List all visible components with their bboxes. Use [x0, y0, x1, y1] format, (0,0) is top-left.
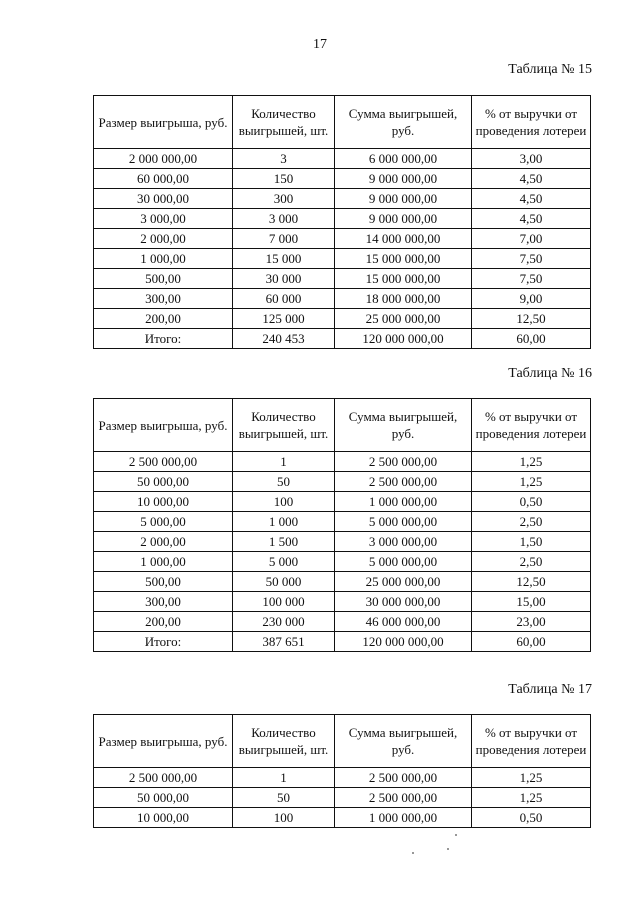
scan-speck — [412, 852, 414, 854]
cell-prize-sum: 46 000 000,00 — [335, 612, 472, 632]
cell-prize-count: 15 000 — [233, 249, 335, 269]
table-caption-15: Таблица № 15 — [508, 62, 592, 77]
cell-prize-count: 150 — [233, 169, 335, 189]
cell-prize-size: 300,00 — [94, 289, 233, 309]
table-row — [94, 512, 591, 532]
cell-revenue-percent: 1,25 — [472, 472, 591, 492]
cell-revenue-percent: 2,50 — [472, 552, 591, 572]
cell-prize-count: 1 000 — [233, 512, 335, 532]
header-revenue-percent: % от выручки от проведения лотереи — [472, 96, 591, 149]
cell-prize-count: 100 — [233, 808, 335, 828]
table-row — [94, 329, 591, 349]
cell-prize-sum: 2 500 000,00 — [335, 788, 472, 808]
cell-prize-sum: 18 000 000,00 — [335, 289, 472, 309]
cell-prize-size: 1 000,00 — [94, 552, 233, 572]
cell-prize-count: 1 — [233, 452, 335, 472]
cell-prize-count: 5 000 — [233, 552, 335, 572]
prize-table-16 — [93, 398, 591, 652]
header-prize-count: Количество выигрышей, шт. — [233, 399, 335, 452]
prize-table-15 — [93, 95, 591, 349]
table-row — [94, 149, 591, 169]
scan-speck — [455, 834, 457, 836]
cell-prize-sum: 5 000 000,00 — [335, 552, 472, 572]
table-row — [94, 452, 591, 472]
cell-revenue-percent: 23,00 — [472, 612, 591, 632]
cell-prize-size: 300,00 — [94, 592, 233, 612]
cell-prize-sum: 9 000 000,00 — [335, 209, 472, 229]
cell-prize-size: 500,00 — [94, 572, 233, 592]
cell-prize-size: 3 000,00 — [94, 209, 233, 229]
header-revenue-percent: % от выручки от проведения лотереи — [472, 715, 591, 768]
table-row — [94, 289, 591, 309]
cell-prize-sum: 25 000 000,00 — [335, 572, 472, 592]
cell-prize-sum: 30 000 000,00 — [335, 592, 472, 612]
header-revenue-percent: % от выручки от проведения лотереи — [472, 399, 591, 452]
table-caption-16: Таблица № 16 — [508, 366, 592, 381]
cell-prize-count: 50 — [233, 788, 335, 808]
cell-revenue-percent: 60,00 — [472, 329, 591, 349]
table-row — [94, 552, 591, 572]
cell-revenue-percent: 4,50 — [472, 209, 591, 229]
table-row — [94, 632, 591, 652]
cell-revenue-percent: 15,00 — [472, 592, 591, 612]
cell-revenue-percent: 1,50 — [472, 532, 591, 552]
table-row — [94, 189, 591, 209]
scan-speck — [447, 848, 449, 850]
cell-prize-size: 1 000,00 — [94, 249, 233, 269]
cell-prize-count: 30 000 — [233, 269, 335, 289]
cell-prize-count: 1 — [233, 768, 335, 788]
table-row — [94, 768, 591, 788]
cell-revenue-percent: 1,25 — [472, 452, 591, 472]
cell-prize-size: 60 000,00 — [94, 169, 233, 189]
cell-revenue-percent: 60,00 — [472, 632, 591, 652]
cell-prize-size: 50 000,00 — [94, 788, 233, 808]
table-caption-17: Таблица № 17 — [508, 682, 592, 697]
cell-prize-sum: 120 000 000,00 — [335, 329, 472, 349]
cell-prize-count: 125 000 — [233, 309, 335, 329]
cell-prize-size: 200,00 — [94, 612, 233, 632]
header-prize-size: Размер выигрыша, руб. — [94, 399, 233, 452]
cell-revenue-percent: 1,25 — [472, 788, 591, 808]
cell-prize-sum: 2 500 000,00 — [335, 768, 472, 788]
page-number: 17 — [313, 37, 327, 52]
cell-prize-size: 10 000,00 — [94, 492, 233, 512]
cell-prize-size: 10 000,00 — [94, 808, 233, 828]
table-row — [94, 612, 591, 632]
cell-prize-sum: 2 500 000,00 — [335, 472, 472, 492]
cell-prize-sum: 1 000 000,00 — [335, 808, 472, 828]
cell-prize-sum: 9 000 000,00 — [335, 169, 472, 189]
table-row — [94, 209, 591, 229]
header-prize-size: Размер выигрыша, руб. — [94, 715, 233, 768]
table-row — [94, 492, 591, 512]
cell-prize-size: Итого: — [94, 632, 233, 652]
header-prize-sum: Сумма выигрышей, руб. — [335, 399, 472, 452]
cell-prize-size: Итого: — [94, 329, 233, 349]
cell-prize-sum: 9 000 000,00 — [335, 189, 472, 209]
cell-revenue-percent: 7,00 — [472, 229, 591, 249]
table-row — [94, 808, 591, 828]
cell-prize-sum: 15 000 000,00 — [335, 249, 472, 269]
cell-revenue-percent: 7,50 — [472, 249, 591, 269]
cell-prize-sum: 25 000 000,00 — [335, 309, 472, 329]
table-row — [94, 592, 591, 612]
cell-prize-count: 100 — [233, 492, 335, 512]
cell-revenue-percent: 1,25 — [472, 768, 591, 788]
cell-revenue-percent: 0,50 — [472, 808, 591, 828]
cell-prize-count: 7 000 — [233, 229, 335, 249]
header-prize-count: Количество выигрышей, шт. — [233, 96, 335, 149]
cell-prize-count: 300 — [233, 189, 335, 209]
cell-prize-count: 230 000 — [233, 612, 335, 632]
table-body — [94, 149, 591, 349]
cell-prize-sum: 5 000 000,00 — [335, 512, 472, 532]
table-row — [94, 472, 591, 492]
table-row — [94, 269, 591, 289]
cell-prize-count: 3 — [233, 149, 335, 169]
cell-prize-count: 50 — [233, 472, 335, 492]
cell-prize-size: 5 000,00 — [94, 512, 233, 532]
cell-prize-size: 2 000,00 — [94, 229, 233, 249]
cell-prize-count: 1 500 — [233, 532, 335, 552]
table-row — [94, 309, 591, 329]
cell-prize-sum: 120 000 000,00 — [335, 632, 472, 652]
table-body — [94, 452, 591, 652]
cell-revenue-percent: 4,50 — [472, 169, 591, 189]
cell-revenue-percent: 7,50 — [472, 269, 591, 289]
header-prize-size: Размер выигрыша, руб. — [94, 96, 233, 149]
cell-revenue-percent: 9,00 — [472, 289, 591, 309]
cell-revenue-percent: 2,50 — [472, 512, 591, 532]
cell-prize-size: 2 000 000,00 — [94, 149, 233, 169]
cell-prize-count: 3 000 — [233, 209, 335, 229]
header-prize-sum: Сумма выигрышей, руб. — [335, 96, 472, 149]
cell-revenue-percent: 12,50 — [472, 572, 591, 592]
cell-prize-sum: 6 000 000,00 — [335, 149, 472, 169]
cell-prize-size: 200,00 — [94, 309, 233, 329]
table-header-row — [94, 399, 591, 452]
cell-revenue-percent: 0,50 — [472, 492, 591, 512]
cell-prize-size: 50 000,00 — [94, 472, 233, 492]
table-row — [94, 169, 591, 189]
table-row — [94, 532, 591, 552]
header-prize-sum: Сумма выигрышей, руб. — [335, 715, 472, 768]
cell-revenue-percent: 3,00 — [472, 149, 591, 169]
table-row — [94, 572, 591, 592]
header-prize-count: Количество выигрышей, шт. — [233, 715, 335, 768]
cell-prize-size: 500,00 — [94, 269, 233, 289]
cell-prize-sum: 2 500 000,00 — [335, 452, 472, 472]
cell-prize-count: 387 651 — [233, 632, 335, 652]
cell-prize-sum: 14 000 000,00 — [335, 229, 472, 249]
table-row — [94, 788, 591, 808]
table-body — [94, 768, 591, 828]
cell-prize-count: 50 000 — [233, 572, 335, 592]
cell-revenue-percent: 12,50 — [472, 309, 591, 329]
cell-revenue-percent: 4,50 — [472, 189, 591, 209]
cell-prize-size: 2 000,00 — [94, 532, 233, 552]
cell-prize-sum: 15 000 000,00 — [335, 269, 472, 289]
table-header-row — [94, 96, 591, 149]
cell-prize-sum: 3 000 000,00 — [335, 532, 472, 552]
cell-prize-count: 240 453 — [233, 329, 335, 349]
prize-table-17 — [93, 714, 591, 828]
cell-prize-size: 2 500 000,00 — [94, 768, 233, 788]
table-row — [94, 249, 591, 269]
cell-prize-size: 2 500 000,00 — [94, 452, 233, 472]
cell-prize-count: 100 000 — [233, 592, 335, 612]
table-header-row — [94, 715, 591, 768]
table-row — [94, 229, 591, 249]
cell-prize-count: 60 000 — [233, 289, 335, 309]
cell-prize-size: 30 000,00 — [94, 189, 233, 209]
cell-prize-sum: 1 000 000,00 — [335, 492, 472, 512]
